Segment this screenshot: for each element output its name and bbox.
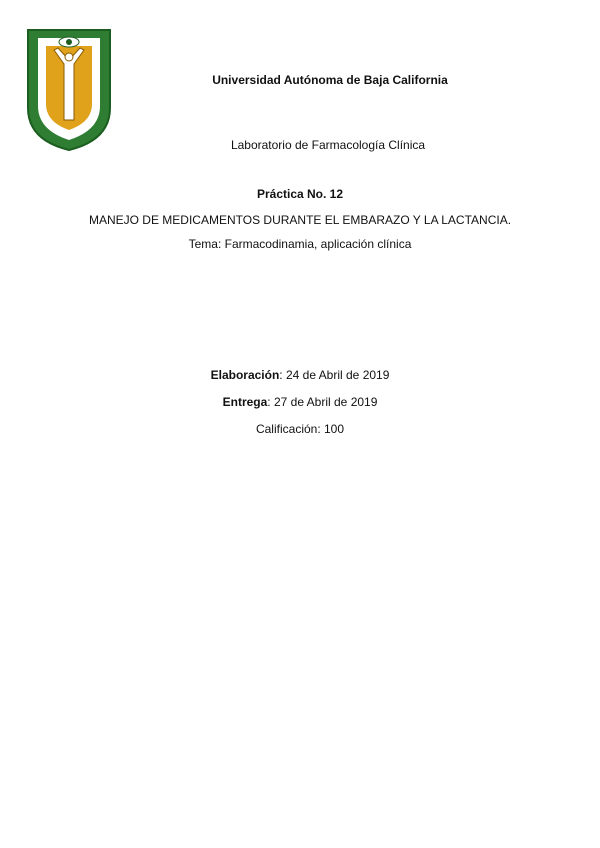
grade: Calificación: 100 xyxy=(255,422,345,436)
delivery-date xyxy=(0,395,600,409)
uabc-shield-logo-icon xyxy=(24,24,114,152)
laboratory-name: Laboratorio de Farmacología Clínica xyxy=(230,138,426,152)
practice-number: Práctica No. 12 xyxy=(256,187,344,201)
practice-topic: Tema: Farmacodinamia, aplicación clínica xyxy=(188,237,412,251)
elaboration-date xyxy=(0,368,600,382)
delivery-value: : 27 de Abril de 2019 xyxy=(267,395,378,409)
elaboration-label: Elaboración xyxy=(210,368,280,382)
elaboration-value: : 24 de Abril de 2019 xyxy=(279,368,390,382)
delivery-label: Entrega xyxy=(222,395,268,409)
practice-title: MANEJO DE MEDICAMENTOS DURANTE EL EMBARAZO Y LA LACTANCIA. xyxy=(88,213,512,227)
university-name: Universidad Autónoma de Baja California xyxy=(212,73,448,87)
